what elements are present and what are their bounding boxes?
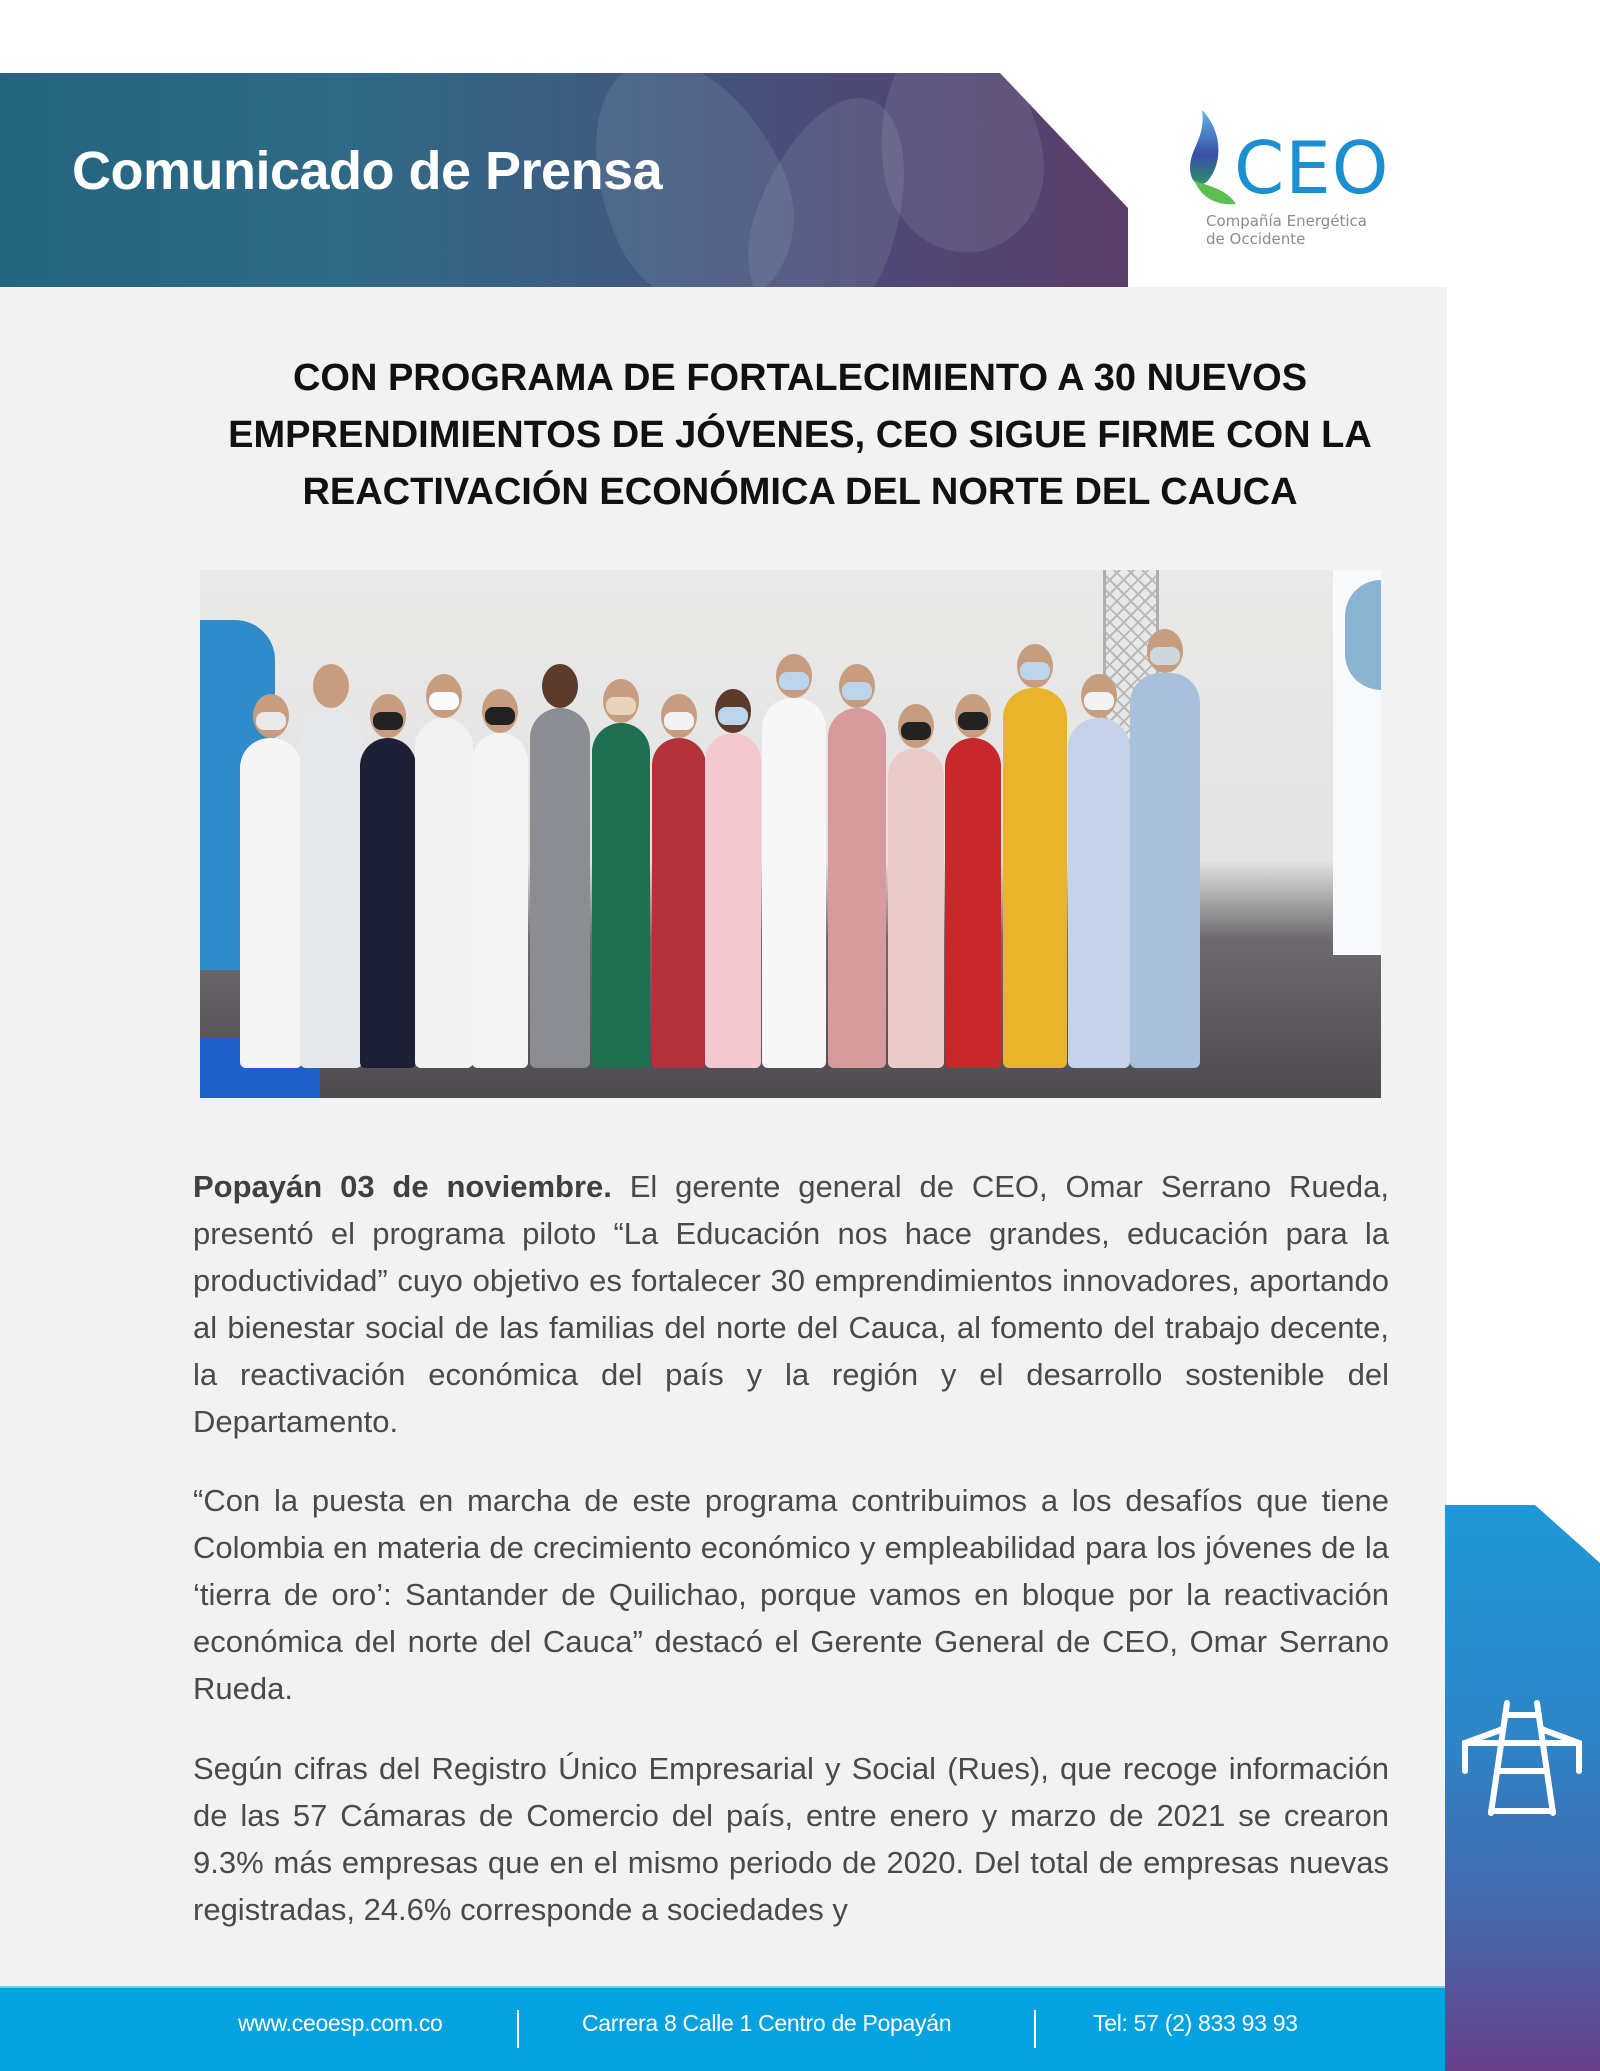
dateline: Popayán 03 de noviembre. bbox=[193, 1169, 612, 1204]
footer-phone: Tel: 57 (2) 833 93 93 bbox=[1093, 2010, 1298, 2036]
footer-address: Carrera 8 Calle 1 Centro de Popayán bbox=[582, 2010, 952, 2036]
footer-divider bbox=[1034, 2010, 1036, 2048]
footer-divider bbox=[517, 2010, 519, 2048]
person bbox=[762, 698, 826, 1068]
photo-screen bbox=[1333, 570, 1381, 955]
ceo-logo bbox=[1180, 108, 1410, 258]
article-paragraph-1 bbox=[193, 1163, 1389, 1445]
person bbox=[652, 738, 706, 1068]
person bbox=[828, 708, 886, 1068]
logo-wordmark: CEO bbox=[1234, 126, 1390, 210]
person bbox=[1130, 673, 1200, 1068]
person bbox=[945, 738, 1001, 1068]
logo-subtitle-line-1: Compañía Energética bbox=[1206, 212, 1367, 230]
person bbox=[300, 708, 362, 1068]
person bbox=[705, 733, 761, 1068]
paragraph-text: Según cifras del Registro Único Empresarial y Social (Rues), que recoge información de las 57 Cámaras de Comercio del país, entre enero y marzo de 2021 se crearon 9.3% más empresas que en el mismo periodo de 2020. Del total de empresas nuevas registradas, 24.6% corresponde a sociedades y bbox=[193, 1751, 1389, 1927]
headline-line-3: REACTIVACIÓN ECONÓMICA DEL NORTE DEL CAUCA bbox=[302, 471, 1298, 513]
person bbox=[888, 748, 944, 1068]
person bbox=[1068, 718, 1130, 1068]
logo-subtitle-line-2: de Occidente bbox=[1206, 230, 1306, 248]
person bbox=[1003, 688, 1067, 1068]
person bbox=[472, 733, 528, 1068]
page-title: Comunicado de Prensa bbox=[72, 141, 663, 201]
article-headline bbox=[150, 350, 1450, 521]
person bbox=[415, 718, 473, 1068]
headline-line-2: EMPRENDIMIENTOS DE JÓVENES, CEO SIGUE FIRME CON LA bbox=[228, 414, 1372, 456]
person bbox=[240, 738, 302, 1068]
content-panel bbox=[0, 287, 1447, 1987]
power-tower-icon bbox=[1457, 1695, 1587, 1825]
paragraph-text: El gerente general de CEO, Omar Serrano Rueda, presentó el programa piloto “La Educación nos hace grandes, educación para la productividad” cuyo objetivo es fortalecer 30 emprendimientos innovadores, aportando al bienestar social de las familias del norte del Cauca, al fomento del trabajo decente, la reactivación económica del país y la región y el desarrollo sostenible del Departamento. bbox=[193, 1169, 1389, 1439]
footer-website-link[interactable]: www.ceoesp.com.co bbox=[238, 2010, 443, 2036]
article-paragraph-2 bbox=[193, 1477, 1389, 1712]
person bbox=[592, 723, 650, 1068]
headline-line-1: CON PROGRAMA DE FORTALECIMIENTO A 30 NUEVOS bbox=[292, 357, 1308, 399]
article-paragraph-3 bbox=[193, 1745, 1389, 1933]
person bbox=[530, 708, 590, 1068]
paragraph-text: “Con la puesta en marcha de este programa contribuimos a los desafíos que tiene Colombia en materia de crecimiento económico y empleabilidad para los jóvenes de la ‘tierra de oro’: Santander de Quilichao, porque vamos en bloque por la reactivación económica del norte del Cauca” destacó el Gerente General de CEO, Omar Serrano Rueda. bbox=[193, 1483, 1389, 1706]
group-photo bbox=[200, 570, 1381, 1098]
logo-subtitle bbox=[1206, 212, 1367, 248]
person bbox=[360, 738, 416, 1068]
